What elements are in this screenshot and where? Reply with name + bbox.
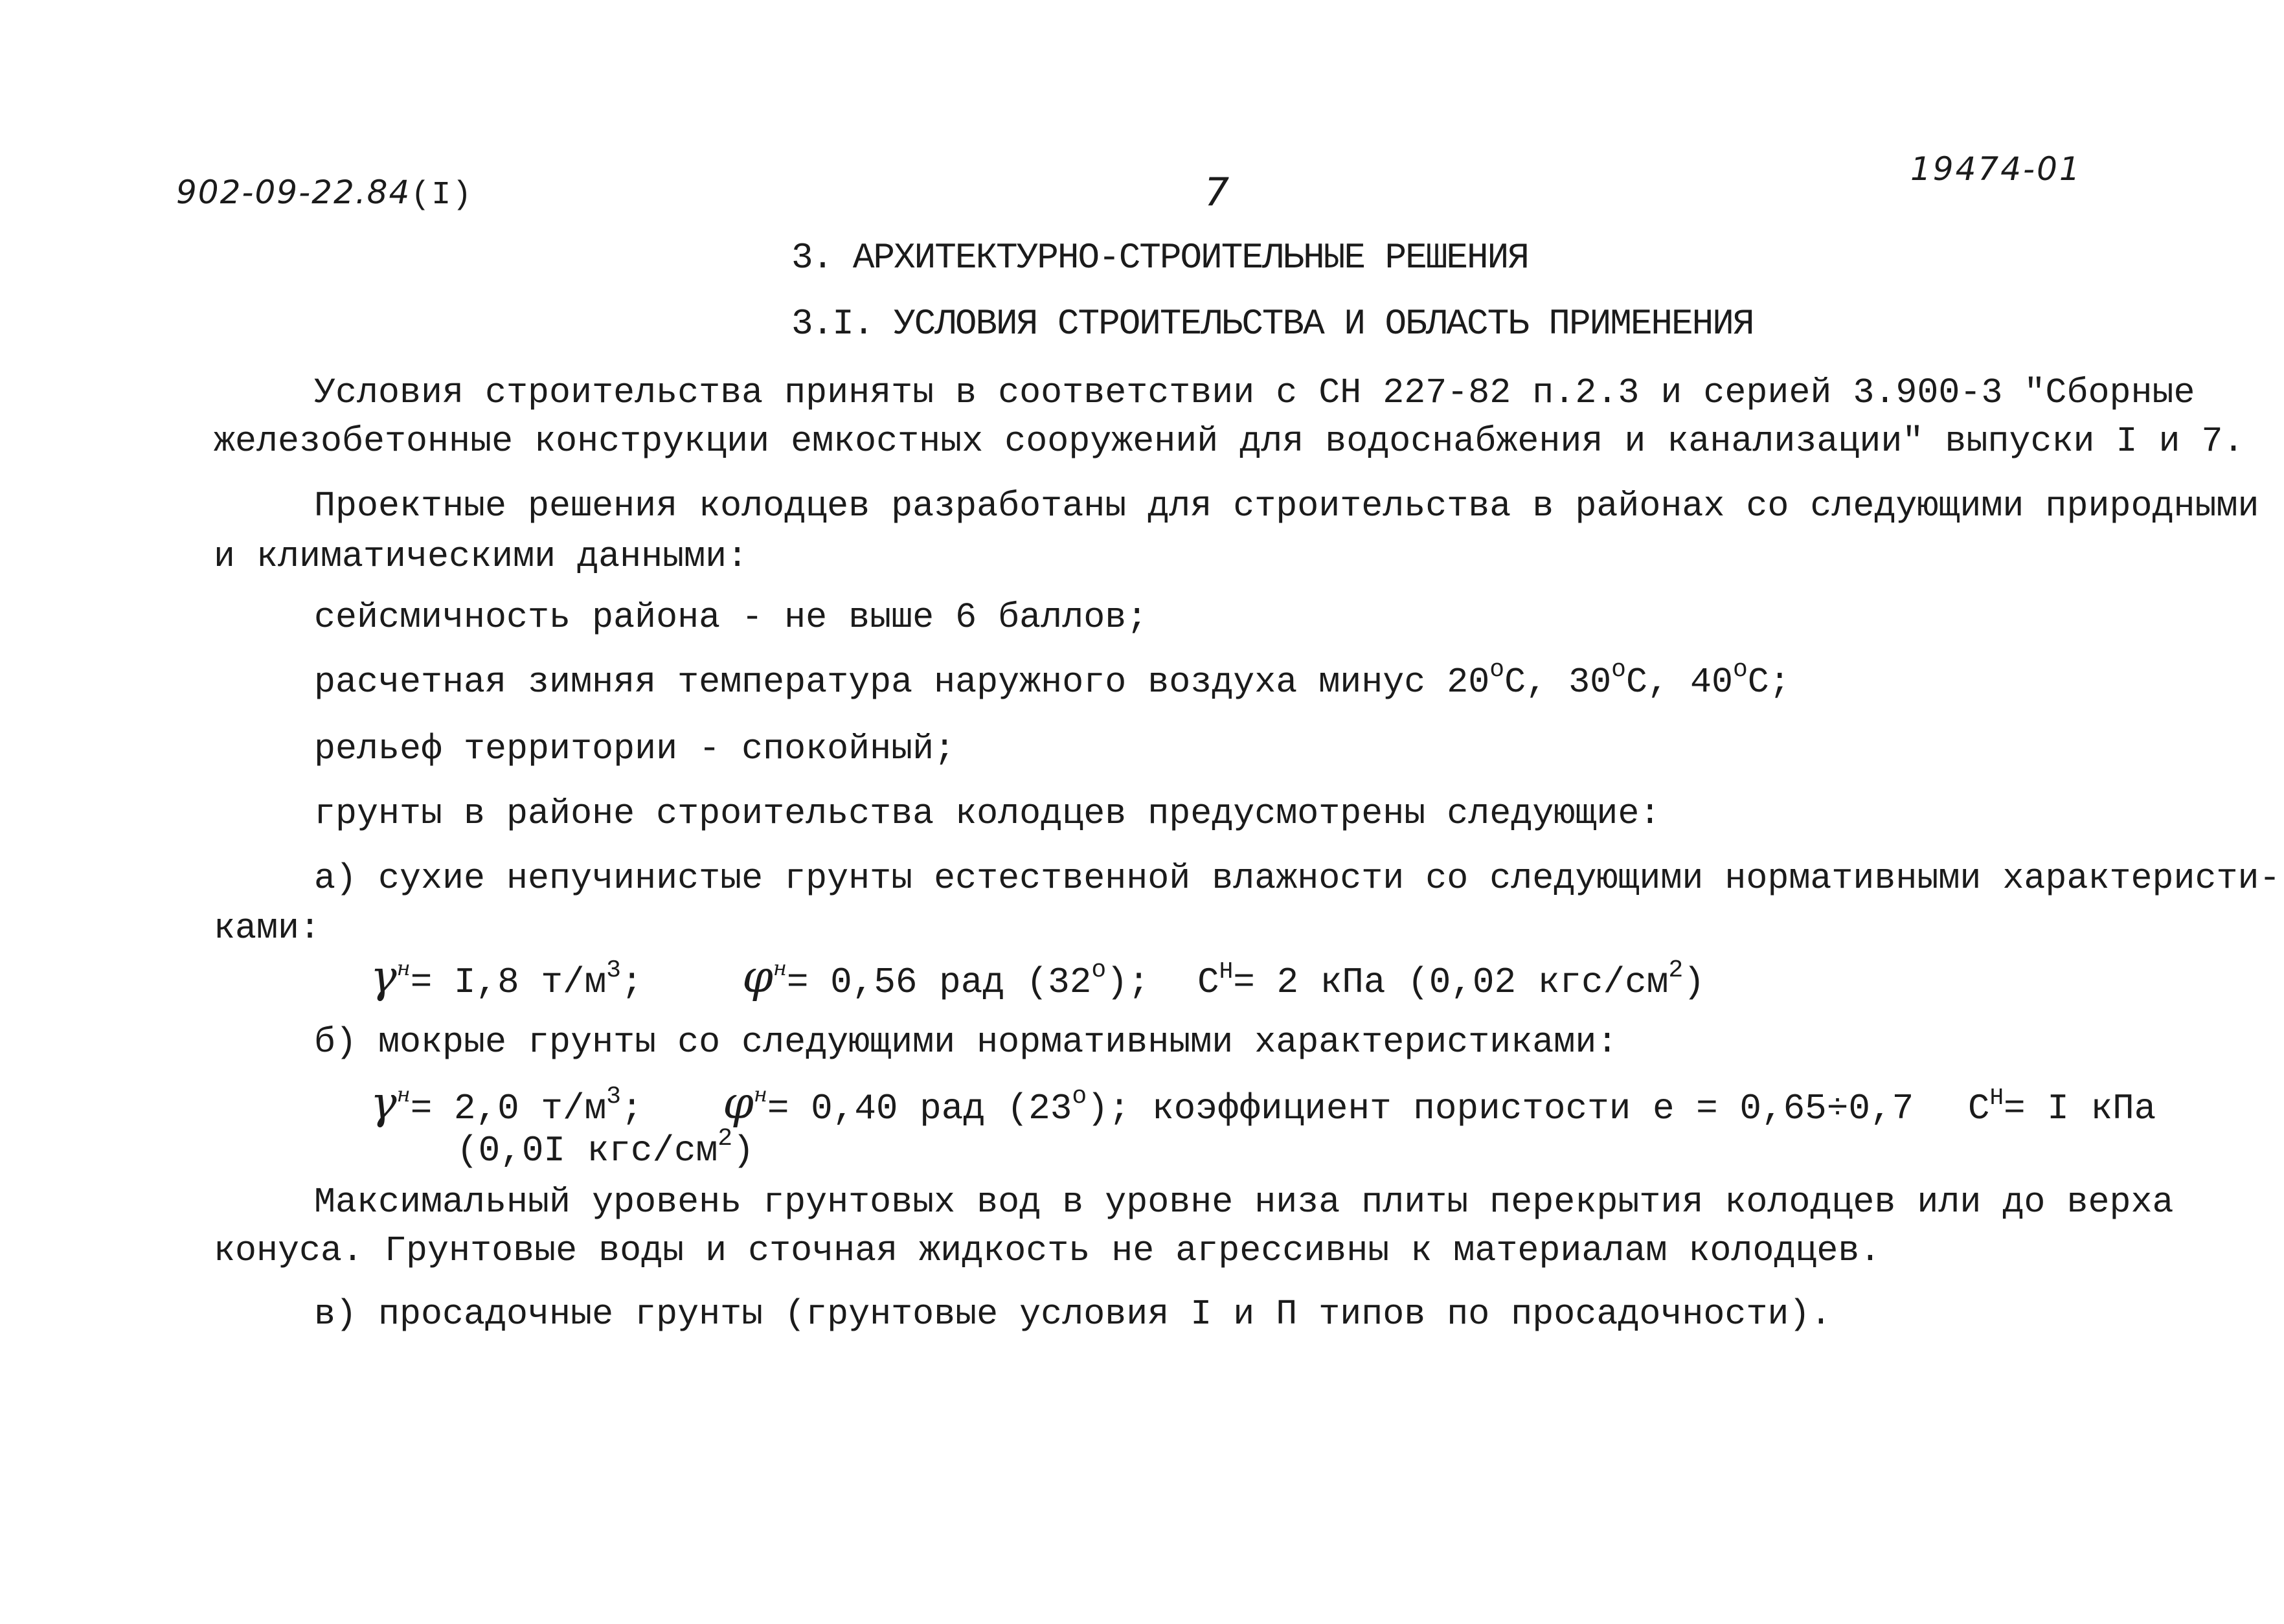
gamma-value: = I,8 т/м xyxy=(410,962,607,1003)
temperature-text: расчетная зимняя температура наружного воздуха минус 20 xyxy=(314,662,1490,703)
page-number: 7 xyxy=(1204,170,1230,215)
square-exponent: 2 xyxy=(1668,956,1684,984)
normative-index: н xyxy=(753,1082,767,1107)
cube-exponent: 3 xyxy=(606,956,621,984)
gamma-symbol: γ xyxy=(370,952,397,1003)
archive-number: 19474-01 xyxy=(1910,150,2082,188)
cohesion-symbol: С xyxy=(1967,1088,1990,1129)
document-code xyxy=(176,174,473,214)
cohesion-index: Н xyxy=(1989,1085,2004,1111)
groundwater-line2: конуса. Грунтовые воды и сточная жидкость не агрессивны к материалам колодцев. xyxy=(214,1230,1881,1271)
normative-index: н xyxy=(773,956,787,980)
phi-value: = 0,56 рад (32 xyxy=(786,962,1092,1003)
gamma-value: = 2,0 т/м xyxy=(410,1088,607,1129)
gamma-symbol: γ xyxy=(370,1078,397,1129)
degree-sign: о xyxy=(1732,656,1748,684)
subsection-title: 3.I. УСЛОВИЯ СТРОИТЕЛЬСТВА И ОБЛАСТЬ ПРИМЕНЕНИЯ xyxy=(791,303,1754,344)
cohesion-kgs-value: (0,0I кгс/см xyxy=(457,1130,718,1171)
phi-value: = 0,40 рад (23 xyxy=(767,1088,1072,1129)
degree-sign: о xyxy=(1611,656,1626,684)
phi-close-porosity: ); коэффициент пористости е = 0,65÷0,7 xyxy=(1087,1088,1914,1129)
temperature-end: С; xyxy=(1747,662,1791,703)
cohesion-index: Н xyxy=(1219,958,1234,985)
soils-intro-line: грунты в районе строительства колодцев предусмотрены следующие: xyxy=(314,793,1661,834)
soil-a-line1: а) сухие непучинистые грунты естественной влажности со следующими нормативными характеристи- xyxy=(314,858,2281,899)
soil-b-line: б) мокрые грунты со следующими нормативными характеристиками: xyxy=(314,1022,1618,1063)
paragraph-construction-conditions-line2: железобетонные конструкции емкостных сооружений для водоснабжения и канализации" выпуски I и 7. xyxy=(214,421,2244,462)
temperature-value-2: С, 30 xyxy=(1504,662,1612,703)
separator: ; xyxy=(620,1088,643,1129)
cohesion-symbol: С xyxy=(1197,962,1219,1003)
phi-symbol: φ xyxy=(723,1078,754,1129)
groundwater-line1: Максимальный уровень грунтовых вод в уровне низа плиты перекрытия колодцев или до верха xyxy=(314,1182,2174,1223)
soil-a-line2: ками: xyxy=(214,908,321,949)
degree-sign: о xyxy=(1072,1083,1087,1111)
relief-line: рельеф территории - спокойный; xyxy=(314,728,956,769)
cohesion-close: ) xyxy=(1683,962,1705,1003)
degree-sign: о xyxy=(1091,956,1107,984)
cohesion-value: = I кПа xyxy=(2004,1088,2156,1129)
temperature-value-3: С, 40 xyxy=(1625,662,1733,703)
formula-b xyxy=(370,1078,2156,1129)
cohesion-kgs-close: ) xyxy=(732,1130,754,1171)
seismicity-line: сейсмичность района - не выше 6 баллов; xyxy=(314,597,1148,638)
phi-close: ); xyxy=(1106,962,1150,1003)
normative-index: н xyxy=(396,956,411,980)
soil-v-line: в) просадочные грунты (грунтовые условия I и П типов по просадочности). xyxy=(314,1294,1832,1335)
cohesion-value: = 2 кПа (0,02 кгс/см xyxy=(1233,962,1669,1003)
phi-symbol: φ xyxy=(742,952,773,1003)
document-code-part: (I) xyxy=(411,177,473,214)
temperature-line xyxy=(314,656,1791,703)
paragraph-design-solutions-line1: Проектные решения колодцев разработаны для строительства в районах со следующими природными xyxy=(314,486,2259,526)
formula-a xyxy=(370,952,1705,1003)
separator: ; xyxy=(620,962,643,1003)
square-exponent: 2 xyxy=(718,1125,733,1153)
formula-b-line2 xyxy=(457,1125,754,1171)
paragraph-construction-conditions-line1: Условия строительства приняты в соответствии с СН 227-82 п.2.3 и серией 3.900-3 "Сборные xyxy=(314,372,2195,413)
paragraph-design-solutions-line2: и климатическими данными: xyxy=(214,536,749,577)
document-code-number: 902-09-22.84 xyxy=(176,174,411,211)
degree-sign: о xyxy=(1489,656,1505,684)
normative-index: н xyxy=(396,1082,411,1107)
cube-exponent: 3 xyxy=(606,1083,621,1111)
section-title: 3. АРХИТЕКТУРНО-СТРОИТЕЛЬНЫЕ РЕШЕНИЯ xyxy=(791,237,1528,278)
